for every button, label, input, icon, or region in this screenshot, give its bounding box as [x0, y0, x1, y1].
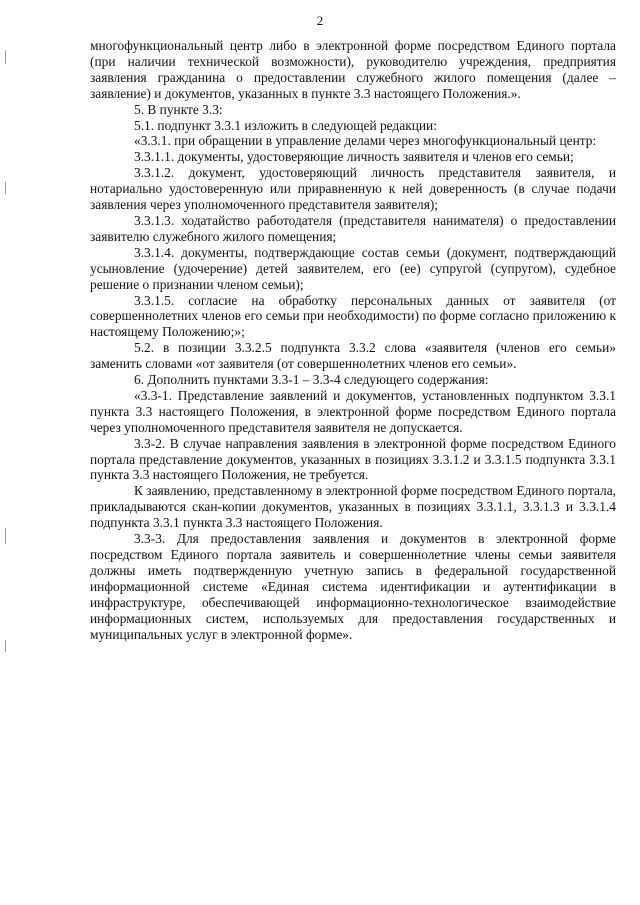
paragraph: 3.3-2. В случае направления заявления в электронной форме посредством Единого портала представление документов, указанных в позициях 3.3.1.2 и 3.3.1.5 подпункта 3.3.1 пункта 3.3 настоящего Положения, не требуется. — [90, 435, 616, 483]
paragraph: 5.1. подпункт 3.3.1 изложить в следующей редакции: — [134, 117, 437, 133]
paragraph: 3.3.1.2. документ, удостоверяющий личность представителя заявителя, и нотариально удостоверенную или приравненную к ней доверенность (в случае подачи заявления через уполномоченного представителя заявителя); — [90, 165, 616, 213]
paragraph: 5. В пункте 3.3: — [134, 101, 223, 117]
scan-margin-mark — [5, 50, 6, 64]
scan-margin-mark — [5, 528, 6, 544]
paragraph: «3.3-1. Представление заявлений и документов, установленных подпунктом 3.3.1 пункта 3.3 настоящего Положения, в электронной форме посредством Единого портала через уполномоченного представителя заявителя не допускается. — [90, 387, 616, 435]
page-number: 2 — [316, 13, 324, 28]
paragraph: К заявлению, представленному в электронной форме посредством Единого портала, прикладываются скан-копии документов, указанных в позициях 3.3.1.1, 3.3.1.3 и 3.3.1.4 подпункта 3.3.1 пункта 3.3 настоящего Положения. — [90, 483, 616, 531]
paragraph: 5.2. в позиции 3.3.2.5 подпункта 3.3.2 слова «заявителя (членов его семьи» заменить словами «от заявителя (от совершеннолетних членов его семьи». — [90, 340, 616, 372]
paragraph: 3.3.1.1. документы, удостоверяющие личность заявителя и членов его семьи; — [134, 149, 574, 165]
paragraph: 3.3.1.5. согласие на обработку персональных данных от заявителя (от совершеннолетних членов его семьи при необходимости) по форме согласно приложению к настоящему Положению;»; — [90, 292, 616, 340]
scan-margin-mark — [5, 182, 6, 194]
paragraph: 3.3-3. Для предоставления заявления и документов в электронной форме посредством Единого портала заявитель и совершеннолетние члены семьи заявителя должны иметь подтвержденную учетную запись в федеральной государственной информационной системе «Единая система идентификации и аутентификации в инфраструктуре, обеспечивающей информационно-технологическое взаимодействие информационных систем, используемых для предоставления государственных и муниципальных услуг в электронной форме». — [90, 531, 616, 642]
document-body — [90, 38, 616, 642]
paragraph: многофункциональный центр либо в электронной форме посредством Единого портала (при наличии технической возможности), руководителю учреждения, предприятия заявления гражданина о предоставлении служебного жилого помещения (далее – заявление) и документов, указанных в пункте 3.3 настоящего Положения.». — [90, 38, 616, 101]
scan-margin-mark — [5, 640, 6, 652]
paragraph: «3.3.1. при обращении в управление делами через многофункциональный центр: — [134, 133, 597, 149]
paragraph: 3.3.1.3. ходатайство работодателя (представителя нанимателя) о предоставлении заявителю служебного жилого помещения; — [90, 212, 616, 244]
paragraph: 6. Дополнить пунктами 3.3-1 – 3.3-4 следующего содержания: — [134, 372, 489, 388]
paragraph: 3.3.1.4. документы, подтверждающие состав семьи (документ, подтверждающий усыновление (удочерение) детей заявителем, его (ее) супругой (супругом), судебное решение о признании членом семьи); — [90, 244, 616, 292]
